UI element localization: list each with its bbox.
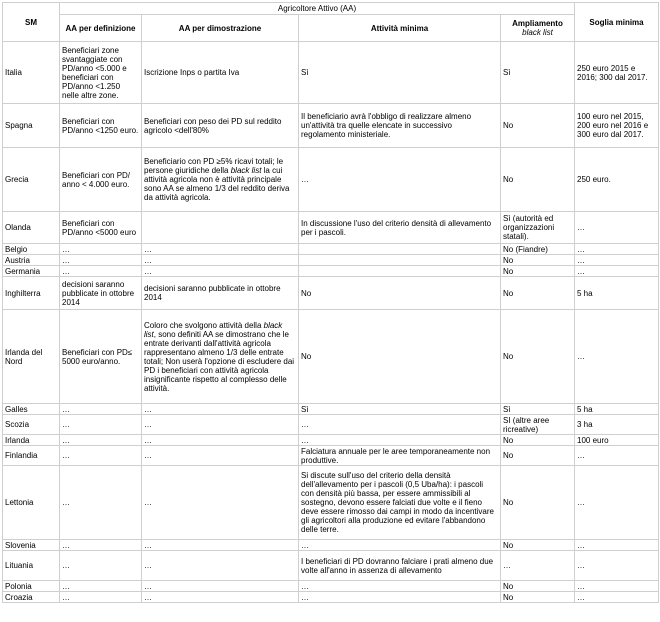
header-group: Agricoltore Attivo (AA) [60, 3, 575, 15]
cell-attivita: Sì [299, 42, 501, 104]
cell-ampliamento: No [501, 255, 575, 266]
cell-sm: Inghilterra [3, 277, 60, 310]
cell-ampliamento: No [501, 466, 575, 540]
cell-ampliamento: No (Fiandre) [501, 244, 575, 255]
black-list-term: black list [230, 166, 262, 175]
cell-attivita [299, 244, 501, 255]
cell-sm: Irlanda [3, 435, 60, 446]
header-ampliamento [501, 15, 575, 42]
cell-attivita: Sì [299, 404, 501, 415]
cell-soglia: 250 euro 2015 e 2016; 300 dal 2017. [575, 42, 659, 104]
cell-sm: Spagna [3, 104, 60, 148]
cell-dimostrazione: … [142, 255, 299, 266]
cell-dimostrazione: … [142, 415, 299, 435]
table-row [3, 148, 659, 212]
cell-sm: Austria [3, 255, 60, 266]
cell-ampliamento: No [501, 446, 575, 466]
cell-sm: Italia [3, 42, 60, 104]
cell-attivita [299, 255, 501, 266]
cell-dimostrazione: … [142, 551, 299, 581]
header-dimostrazione: AA per dimostrazione [142, 15, 299, 42]
cell-dimostrazione: decisioni saranno pubblicate in ottobre 2014 [142, 277, 299, 310]
cell-definizione: … [60, 415, 142, 435]
header-black-list: black list [522, 28, 553, 37]
cell-definizione: decisioni saranno pubblicate in ottobre 2014 [60, 277, 142, 310]
table-row [3, 277, 659, 310]
cell-dimostrazione: … [142, 244, 299, 255]
table-row [3, 42, 659, 104]
agricoltore-attivo-table [2, 2, 659, 603]
table-row [3, 592, 659, 603]
cell-dimostrazione: … [142, 404, 299, 415]
cell-ampliamento: SI (altre aree ricreative) [501, 415, 575, 435]
cell-attivita: … [299, 592, 501, 603]
cell-soglia: … [575, 466, 659, 540]
cell-attivita: Si discute sull'uso del criterio della densità dell'allevamento per i pascoli (0,5 Uba/ha): i pascoli con densità più bassa, per essere ammissibili al sostegno, devono essere falciati due volte e il fieno deve essere rimosso dai campi in modo da incentivare gli agricoltori alla produzione ed evitare l'abbandono delle terre. [299, 466, 501, 540]
cell-definizione: … [60, 266, 142, 277]
cell-sm: Finlandia [3, 446, 60, 466]
cell-soglia: … [575, 446, 659, 466]
cell-dimostrazione [142, 148, 299, 212]
table-row [3, 266, 659, 277]
table-row [3, 415, 659, 435]
cell-attivita [299, 266, 501, 277]
cell-sm: Germania [3, 266, 60, 277]
cell-sm: Belgio [3, 244, 60, 255]
header-definizione: AA per definizione [60, 15, 142, 42]
cell-definizione: … [60, 404, 142, 415]
cell-soglia: … [575, 244, 659, 255]
table-row [3, 435, 659, 446]
cell-attivita: Il beneficiario avrà l'obbligo di realizzare almeno un'attività tra quelle elencate in successivo regolamento ministeriale. [299, 104, 501, 148]
cell-soglia: 5 ha [575, 404, 659, 415]
cell-attivita: … [299, 581, 501, 592]
cell-ampliamento: … [501, 551, 575, 581]
table-row [3, 310, 659, 404]
cell-ampliamento: No [501, 540, 575, 551]
header-attivita: Attività minima [299, 15, 501, 42]
cell-text: Beneficiario con PD ≥5% ricavi totali; le persone giuridiche della [144, 157, 284, 175]
cell-definizione: … [60, 592, 142, 603]
cell-soglia: 5 ha [575, 277, 659, 310]
cell-sm: Olanda [3, 212, 60, 244]
cell-ampliamento: Sì [501, 42, 575, 104]
cell-attivita: Falciatura annuale per le aree temporaneamente non produttive. [299, 446, 501, 466]
cell-soglia: … [575, 310, 659, 404]
cell-ampliamento: No [501, 581, 575, 592]
cell-ampliamento: No [501, 592, 575, 603]
cell-ampliamento: No [501, 266, 575, 277]
cell-dimostrazione [142, 212, 299, 244]
table-row [3, 244, 659, 255]
cell-sm: Croazia [3, 592, 60, 603]
cell-attivita: … [299, 148, 501, 212]
cell-dimostrazione: … [142, 466, 299, 540]
cell-ampliamento: No [501, 148, 575, 212]
cell-soglia: … [575, 592, 659, 603]
cell-soglia: 250 euro. [575, 148, 659, 212]
table-row [3, 104, 659, 148]
cell-soglia: 100 euro nel 2015, 200 euro nel 2016 e 300 euro dal 2017. [575, 104, 659, 148]
table-row [3, 581, 659, 592]
black-list-term: black list [144, 320, 283, 339]
cell-definizione: Beneficiari con PD/ anno < 4.000 euro. [60, 148, 142, 212]
table-row [3, 446, 659, 466]
cell-definizione: Beneficiari zone svantaggiate con PD/anno <5.000 e beneficiari con PD/anno <1.250 nelle altre zone. [60, 42, 142, 104]
cell-soglia: … [575, 581, 659, 592]
table-row [3, 540, 659, 551]
table-row [3, 551, 659, 581]
cell-attivita: No [299, 277, 501, 310]
cell-attivita: In discussione l'uso del criterio densità di allevamento per i pascoli. [299, 212, 501, 244]
cell-sm: Lettonia [3, 466, 60, 540]
cell-definizione: … [60, 466, 142, 540]
cell-dimostrazione: … [142, 592, 299, 603]
cell-attivita: No [299, 310, 501, 404]
cell-text: , sono definiti AA se dimostrano che le entrate derivanti dall'attività agricola rappresentano almeno 1/3 delle entrate totali; Non userà l'opzione di escludere dai PD i beneficiari con attività agricola insignificante rispetto al complesso delle attività. [144, 329, 295, 393]
cell-sm: Irlanda del Nord [3, 310, 60, 404]
table-row [3, 255, 659, 266]
cell-sm: Slovenia [3, 540, 60, 551]
cell-dimostrazione: Iscrizione Inps o partita Iva [142, 42, 299, 104]
cell-definizione: Beneficiari con PD/anno <5000 euro [60, 212, 142, 244]
cell-dimostrazione [142, 310, 299, 404]
cell-soglia: … [575, 255, 659, 266]
cell-text: la cui attività agricola non è attività principale sono AA se almeno 1/3 del reddito deriva da attività agricola. [144, 166, 290, 202]
cell-soglia: … [575, 212, 659, 244]
cell-attivita: … [299, 415, 501, 435]
table-row [3, 212, 659, 244]
table-row [3, 404, 659, 415]
cell-dimostrazione: … [142, 581, 299, 592]
cell-soglia: … [575, 266, 659, 277]
cell-sm: Galles [3, 404, 60, 415]
cell-definizione: … [60, 244, 142, 255]
cell-ampliamento: No [501, 104, 575, 148]
cell-ampliamento: No [501, 310, 575, 404]
cell-definizione: Beneficiari con PD≤ 5000 euro/anno. [60, 310, 142, 404]
cell-attivita: … [299, 540, 501, 551]
cell-sm: Scozia [3, 415, 60, 435]
cell-dimostrazione: … [142, 540, 299, 551]
cell-soglia: 100 euro [575, 435, 659, 446]
cell-attivita: … [299, 435, 501, 446]
cell-ampliamento: Sì [501, 404, 575, 415]
header-sm: SM [3, 3, 60, 42]
header-soglia: Soglia minima [575, 3, 659, 42]
table-row [3, 466, 659, 540]
cell-ampliamento: No [501, 435, 575, 446]
cell-definizione: … [60, 551, 142, 581]
cell-dimostrazione: … [142, 266, 299, 277]
cell-definizione: … [60, 435, 142, 446]
cell-dimostrazione: … [142, 435, 299, 446]
cell-text: Coloro che svolgono attività della [144, 320, 264, 330]
cell-definizione: … [60, 540, 142, 551]
cell-sm: Polonia [3, 581, 60, 592]
cell-sm: Grecia [3, 148, 60, 212]
cell-definizione: … [60, 581, 142, 592]
cell-sm: Lituania [3, 551, 60, 581]
cell-definizione: Beneficiari con PD/anno <1250 euro. [60, 104, 142, 148]
cell-definizione: … [60, 255, 142, 266]
cell-soglia: … [575, 551, 659, 581]
cell-dimostrazione: … [142, 446, 299, 466]
cell-soglia: 3 ha [575, 415, 659, 435]
cell-definizione: … [60, 446, 142, 466]
header-ampliamento-label: Ampliamento [512, 19, 563, 28]
cell-ampliamento: No [501, 277, 575, 310]
cell-ampliamento: Sì (autorità ed organizzazioni statali). [501, 212, 575, 244]
cell-attivita: I beneficiari di PD dovranno falciare i prati almeno due volte all'anno in assenza di allevamento [299, 551, 501, 581]
cell-dimostrazione: Beneficiari con peso dei PD sul reddito agricolo <dell'80% [142, 104, 299, 148]
cell-soglia: … [575, 540, 659, 551]
